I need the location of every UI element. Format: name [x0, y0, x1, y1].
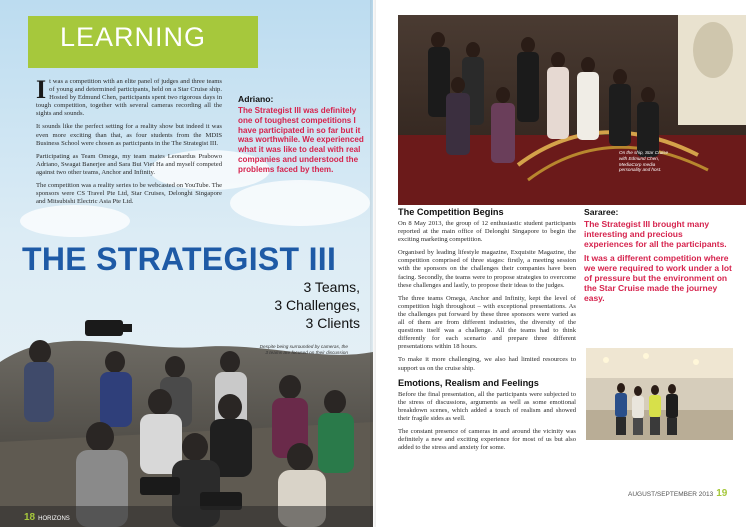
spread-gutter	[370, 0, 376, 527]
body-paragraph: Participating as Team Omega, my team mates Leonardus Prabowo Adriano, Swagat Banerjee and Sara Bui Viet Ha and myself competed against two other teams, Anchor and Infinity.	[36, 152, 222, 176]
body-paragraph: To make it more challenging, we also had limited resources to support us on the cruise ship.	[398, 356, 576, 372]
folio	[24, 512, 70, 523]
folio	[628, 488, 727, 499]
quote-text: It was a different competition where we were required to work under a lot of pressure but the environment on the Star Cruise made the journey easy.	[584, 253, 732, 303]
body-paragraph: Organised by leading lifestyle magazine, Exquisite Magazine, the competition comprised of three stages: firstly, a meeting session with the sponsors on the challenges their companies have been facing. Secondly, the teams were to propose strategies to overcome these challenges and lastly, to propose their ideas to the judges.	[398, 249, 576, 289]
subtitle-line: 3 Challenges,	[274, 297, 360, 313]
film-crew-illustration	[0, 292, 373, 527]
quote-text: The Strategist III brought many interesting and precious experiences for all the participants.	[584, 219, 727, 249]
quote-speaker: Adriano:	[238, 94, 274, 104]
body-paragraph: The competition was a reality series to be webcasted on YouTube. The sponsors were CS Travel Pte Ltd, Star Cruises, Delonghi Singapore and Mitsubishi Electric Asia Pte Ltd.	[36, 182, 222, 206]
photo-caption: Despite being surrounded by cameras, the 3 teams are focused on their discussion	[259, 344, 348, 355]
page-number: 19	[716, 488, 728, 499]
intro-paragraph: It was a competition with an elite panel of judges and three teams of young and determined participants, held on a Star Cruise ship. Hosted by Edmund Chen, participants spent two rigorous days in tough competition, together with several cameras recording all the sights and sounds.	[36, 75, 222, 118]
body-paragraph: The three teams Omega, Anchor and Infinity, kept the level of competition high throughout – with exceptional presentations. As the challenges put forward by these three sponsors were varied as all of them are from different industries, the diversity of the questions itself was a challenge. All the teams had to think differently for each scenario and prepare three different presentations within 18 hours.	[398, 294, 576, 351]
group-photo-illustration	[398, 15, 746, 205]
pull-quote-adriano	[238, 94, 364, 175]
section-label: LEARNING	[60, 22, 207, 52]
photo-caption: On the ship, Star Cruise with Edmund Chen, MediaCorp media personality and host.	[619, 150, 669, 173]
section-heading: The Competition Begins	[398, 207, 504, 217]
pull-quote-sararee	[584, 207, 732, 303]
subtitle-line: 3 Teams,	[303, 279, 360, 295]
issue-date: AUGUST/SEPTEMBER 2013	[628, 491, 714, 498]
mall-photo	[586, 348, 733, 440]
group-photo	[398, 15, 746, 205]
page-number: 18	[24, 512, 36, 523]
body-paragraph: The constant presence of cameras in and around the vicinity was definitely a new and exciting experience for most of us but also added to the stress and anxiety for some.	[398, 427, 576, 452]
quote-speaker: Sararee:	[584, 207, 619, 217]
intro-column	[36, 75, 222, 211]
publication-name: HORIZONS	[38, 516, 70, 522]
film-crew-photo	[0, 292, 373, 527]
body-paragraph: Before the final presentation, all the participants were subjected to the stress of discussions, arguments as well as some emotional breakdown scenes, which added a touch of realism and showed their fragile sides as well.	[398, 390, 576, 422]
body-paragraph: On 8 May 2013, the group of 12 enthusiastic student participants reported at the main office of Delonghi Singapore to begin the exciting marketing competition.	[398, 220, 576, 244]
quote-text: The Strategist III was definitely one of toughest competitions I have participated in so far but it was worthwhile. We experienced what it was like to deal with real companies and understood the problems faced by them.	[238, 106, 364, 174]
body-paragraph: It sounds like the perfect setting for a reality show but indeed it was even more exciting than that, as four students from the MDIS Business School were chosen as participants in the The Strategist III.	[36, 123, 222, 147]
article-title: THE STRATEGIST III	[22, 241, 337, 277]
subtitle-line: 3 Clients	[305, 315, 360, 331]
right-page	[373, 0, 746, 527]
main-article-column	[398, 207, 576, 457]
mall-photo-illustration	[586, 348, 733, 440]
section-heading: Emotions, Realism and Feelings	[398, 377, 539, 388]
cloud-decoration	[230, 180, 370, 226]
drop-cap: I	[36, 75, 47, 104]
